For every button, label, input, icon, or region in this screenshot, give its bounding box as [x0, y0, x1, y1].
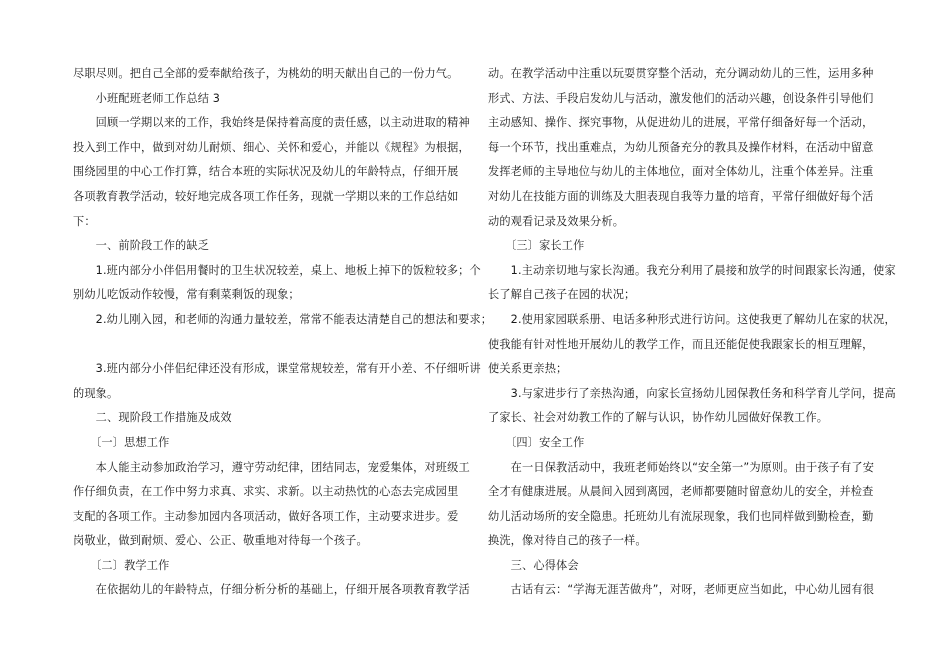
text-line: 动。在教学活动中注重以玩耍贯穿整个活动，充分调动幼儿的三性，运用多种	[488, 67, 874, 80]
text-line: 下：	[73, 214, 96, 228]
text-line: 主动感知、操作、探究事物，从促进幼儿的进展，平常仔细备好每一个活动，	[488, 116, 874, 130]
text-line: 回顾一学期以来的工作，我始终是保持着高度的责任感，以主动进取的精神	[73, 116, 470, 130]
text-line: 别幼儿吃饭动作较慢，常有剩菜剩饭的现象；	[73, 288, 300, 302]
text-line: 支配的各项工作。主动参加园内各项活动，做好各项工作，主动要求进步。爱	[73, 509, 459, 523]
text-line: 长了解自己孩子在园的状况；	[488, 288, 636, 302]
text-line: 发挥老师的主导地位与幼儿的主体地位，面对全体幼儿，注重个体差异。注重	[488, 165, 874, 179]
text-line: 了家长、社会对幼教工作的了解与认识，协作幼儿园做好保教工作。	[488, 411, 829, 425]
text-line: 幼儿活动场所的安全隐患。托班幼儿有流尿现象，我们也同样做到勤检查，勤	[488, 509, 874, 523]
text-line: 作仔细负责，在工作中努力求真、求实、求新。以主动热忱的心态去完成园里	[73, 485, 459, 499]
text-line: 2.使用家园联系册、电话多种形式进行访问。这使我更了解幼儿在家的状况，	[488, 312, 896, 326]
text-line: 形式、方法、手段启发幼儿与活动，激发他们的活动兴趣，创设条件引导他们	[488, 91, 874, 105]
text-line: 3.与家进步行了亲热沟通，向家长宣扬幼儿园保教任务和科学育儿学问，提高	[488, 386, 896, 400]
subsection-heading: 〔四〕安全工作	[488, 435, 585, 449]
text-line: 本人能主动参加政治学习，遵守劳动纪律，团结同志，宠爱集体，对班级工	[73, 460, 470, 474]
text-line: 尽职尽则。把自己全部的爱奉献给孩子，为桃幼的明天献出自己的一份力气。	[73, 67, 459, 80]
section-heading: 三、心得体会	[488, 558, 579, 572]
text-line: 换洗，像对待自己的孩子一样。	[488, 534, 647, 548]
text-line: 每一个环节，找出重难点，为幼儿预备充分的教具及操作材料，在活动中留意	[488, 140, 874, 154]
subsection-heading: 〔二〕教学工作	[73, 558, 170, 572]
text-line: 古话有云：“学海无涯苦做舟”，对呀，老师更应当如此，中心幼儿园有很	[488, 583, 875, 597]
text-line: 对幼儿在技能方面的训练及大胆表现自我等力量的培育，平常仔细做好每个活	[488, 189, 874, 203]
text-line: 使我能有针对性地开展幼儿的教学工作，而且还能促使我跟家长的相互理解，	[488, 337, 874, 351]
text-line: 的现象。	[73, 386, 119, 400]
left-column	[73, 62, 493, 603]
right-column	[488, 62, 896, 603]
subsection-heading: 〔三〕家长工作	[488, 239, 585, 253]
text-line: 岗敬业，做到耐烦、爱心、公正、敬重地对待每一个孩子。	[73, 534, 368, 548]
text-line: 动的观看记录及效果分析。	[488, 214, 625, 228]
text-line: 3.班内部分小伴侣纪律还没有形成，课堂常规较差，常有开小差、不仔细听讲	[73, 362, 481, 376]
section-heading: 小班配班老师工作总结 3	[73, 91, 221, 105]
section-heading: 二、现阶段工作措施及成效	[73, 411, 232, 425]
blank-line	[73, 333, 468, 358]
text-line: 投入到工作中，做到对幼儿耐烦、细心、关怀和爱心，并能以《规程》为根据，	[73, 140, 470, 154]
text-line: 围绕园里的中心工作打算，结合本班的实际状况及幼儿的年龄特点，仔细开展	[73, 165, 459, 179]
text-line: 全才有健康进展。从晨间入园到离园，老师都要随时留意幼儿的安全，并检查	[488, 485, 874, 499]
text-line: 使关系更亲热；	[488, 362, 568, 376]
section-heading: 一、前阶段工作的缺乏	[73, 239, 210, 253]
text-line: 1.主动亲切地与家长沟通。我充分利用了晨接和放学的时间跟家长沟通，使家	[488, 263, 896, 277]
text-line: 2.幼儿刚入园，和老师的沟通力量较差，常常不能表达清楚自己的想法和要求；	[73, 312, 493, 326]
text-line: 各项教育教学活动，较好地完成各项工作任务，现就一学期以来的工作总结如	[73, 189, 459, 203]
text-line: 在一日保教活动中，我班老师始终以“安全第一”为原则。由于孩子有了安	[488, 460, 875, 474]
text-line: 1.班内部分小伴侣用餐时的卫生状况较差，桌上、地板上掉下的饭粒较多；个	[73, 263, 481, 277]
subsection-heading: 〔一〕思想工作	[73, 435, 170, 449]
text-line: 在依据幼儿的年龄特点，仔细分析分析的基础上，仔细开展各项教育教学活	[73, 583, 470, 597]
